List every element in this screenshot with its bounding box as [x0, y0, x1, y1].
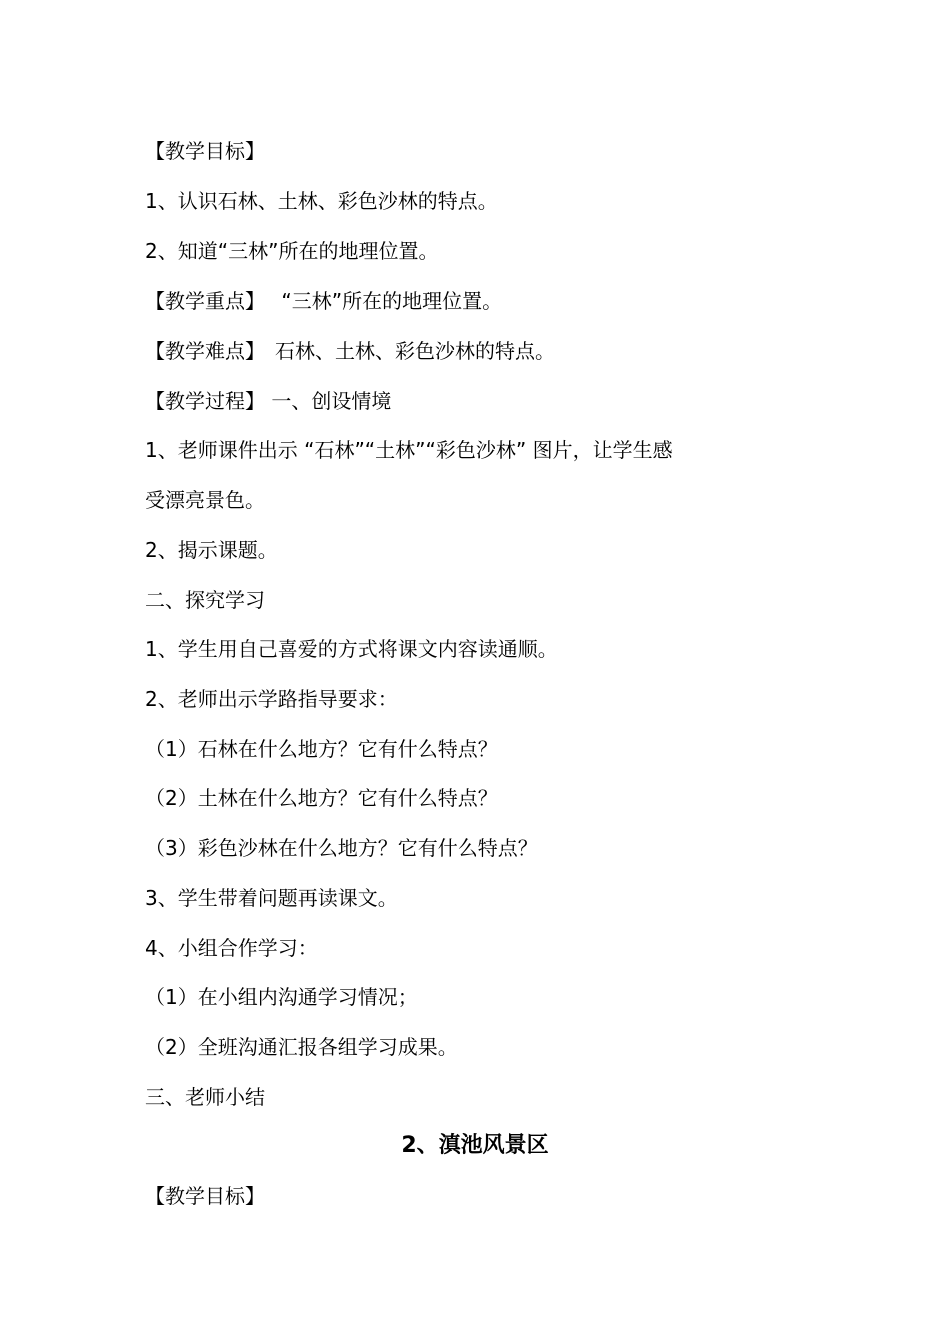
question-2: （2）土林在什么地方？它有什么特点？: [145, 786, 498, 810]
process-step-2: 2、揭示课题。: [145, 538, 278, 562]
question-1: （1）石林在什么地方？它有什么特点？: [145, 737, 498, 761]
group-item-2: （2）全班沟通汇报各组学习成果。: [145, 1035, 458, 1059]
teacher-summary-heading: 三、老师小结: [145, 1085, 265, 1109]
section-title: 2、滇池风景区: [401, 1133, 549, 1158]
explore-step-3: 3、学生带着问题再读课文。: [145, 886, 398, 910]
teaching-goals-heading: 【教学目标】: [145, 139, 265, 163]
next-teaching-goals-heading: 【教学目标】: [145, 1184, 265, 1208]
goal-item-1: 1、认识石林、土林、彩色沙林的特点。: [145, 189, 498, 213]
explore-step-1: 1、学生用自己喜爱的方式将课文内容读通顺。: [145, 637, 558, 661]
explore-step-2: 2、老师出示学路指导要求：: [145, 687, 398, 711]
teaching-difficulty: 【教学难点】 石林、土林、彩色沙林的特点。: [145, 339, 555, 363]
teaching-focus: 【教学重点】 “三林”所在的地理位置。: [145, 289, 503, 313]
question-3: （3）彩色沙林在什么地方？它有什么特点？: [145, 836, 538, 860]
teaching-process-heading: 【教学过程】 一、创设情境: [145, 389, 392, 413]
section-explore-heading: 二、探究学习: [145, 588, 265, 612]
group-item-1: （1）在小组内沟通学习情况；: [145, 985, 418, 1009]
process-step-1-continued: 受漂亮景色。: [145, 488, 265, 512]
goal-item-2: 2、知道“三林”所在的地理位置。: [145, 239, 439, 263]
process-step-1: 1、老师课件出示 “石林”“土林”“彩色沙林” 图片，让学生感: [145, 438, 673, 462]
explore-step-4: 4、小组合作学习：: [145, 936, 318, 960]
